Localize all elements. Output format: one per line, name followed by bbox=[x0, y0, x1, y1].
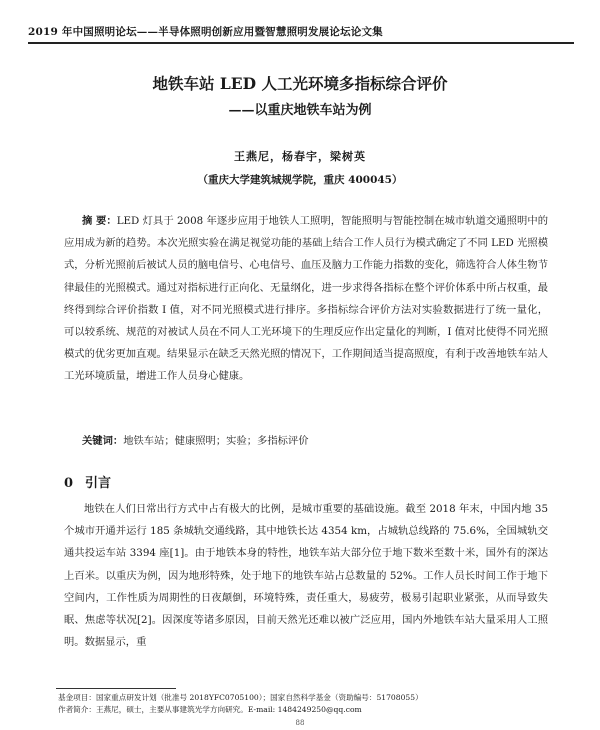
author-list: 王燕尼，杨春宇，梁树英 bbox=[234, 150, 366, 163]
page-number: 88 bbox=[295, 719, 305, 727]
keywords-text: 地铁车站；健康照明；实验；多指标评价 bbox=[123, 435, 309, 447]
footnote-funding: 基金项目：国家重点研发计划（批准号 2018YFC0705100）；国家自然科学基金（资助编号：51708055） bbox=[58, 693, 423, 702]
intro-paragraph: 地铁在人们日常出行方式中占有极大的比例，是城市重要的基础设施。截至 2018 年末，中国内地 35 个城市开通并运行 185 条城轨交通线路，其中地铁长达 4354 km，占城轨总线路的 75.6%，全国城轨交通共投运车站 3394 座[1]。由于地铁本身的特性，地铁车站大部分位于地下数米至数十米，国外有的深达上百米。以重庆为例，因为地形特殊，处于地下的地铁车站占总数量的 52%。工作人员长时间工作于地下空间内，工作性质为周期性的日夜颠倒，环境特殊，责任重大，易疲劳，极易引起职业紧张，从而导致失眠、焦虑等状况[2]。因深度等诸多原因，目前天然光还难以被广泛应用，国内外地铁车站大量采用人工照明。数据显示，重 bbox=[64, 503, 548, 649]
keywords-label: 关键词： bbox=[82, 435, 124, 447]
header-rule bbox=[28, 42, 574, 44]
running-head: 2019 年中国照明论坛——半导体照明创新应用暨智慧照明发展论坛论文集 bbox=[28, 26, 383, 38]
footnote-rule bbox=[56, 688, 176, 689]
section-number: 0 bbox=[64, 476, 74, 491]
abstract-text: LED 灯具于 2008 年逐步应用于地铁人工照明，智能照明与智能控制在城市轨道交通照明中的应用成为新的趋势。本次光照实验在满足视觉功能的基础上结合工作人员行为模式确定了不同 LED 光照模式，分析光照前后被试人员的脑电信号、心电信号、血压及脑力工作能力指数的变化，筛选符合人体生物节律最佳的光照模式。通过对指标进行正向化、无量纲化，进一步求得各指标在整个评价体系中所占权重，最终得到综合评价指数 I 值，对不同光照模式进行排序。多指标综合评价方法对实验数据进行了统一量化，可以较系统、规范的对被试人员在不同人工光环境下的生理反应作出定量化的判断，I 值对比使得不同光照模式的优劣更加直观。结果显示在缺乏天然光照的情况下，工作期间适当提高照度，有利于改善地铁车站人工光环境质量，增进工作人员身心健康。 bbox=[64, 215, 548, 383]
paper-title: 地铁车站 LED 人工光环境多指标综合评价 bbox=[152, 74, 448, 93]
affiliation: （重庆大学建筑城规学院，重庆 400045） bbox=[197, 174, 403, 186]
keywords bbox=[82, 432, 309, 447]
footnote-author-info: 作者简介：王燕尼，硕士，主要从事建筑光学方向研究。E-mail: 1484249250@qq.com bbox=[58, 705, 362, 714]
section-title: 引言 bbox=[85, 476, 112, 491]
abstract-label: 摘 要： bbox=[82, 215, 117, 227]
section-heading bbox=[64, 472, 123, 491]
abstract bbox=[64, 210, 548, 388]
paper-subtitle: ——以重庆地铁车站为例 bbox=[228, 103, 372, 118]
